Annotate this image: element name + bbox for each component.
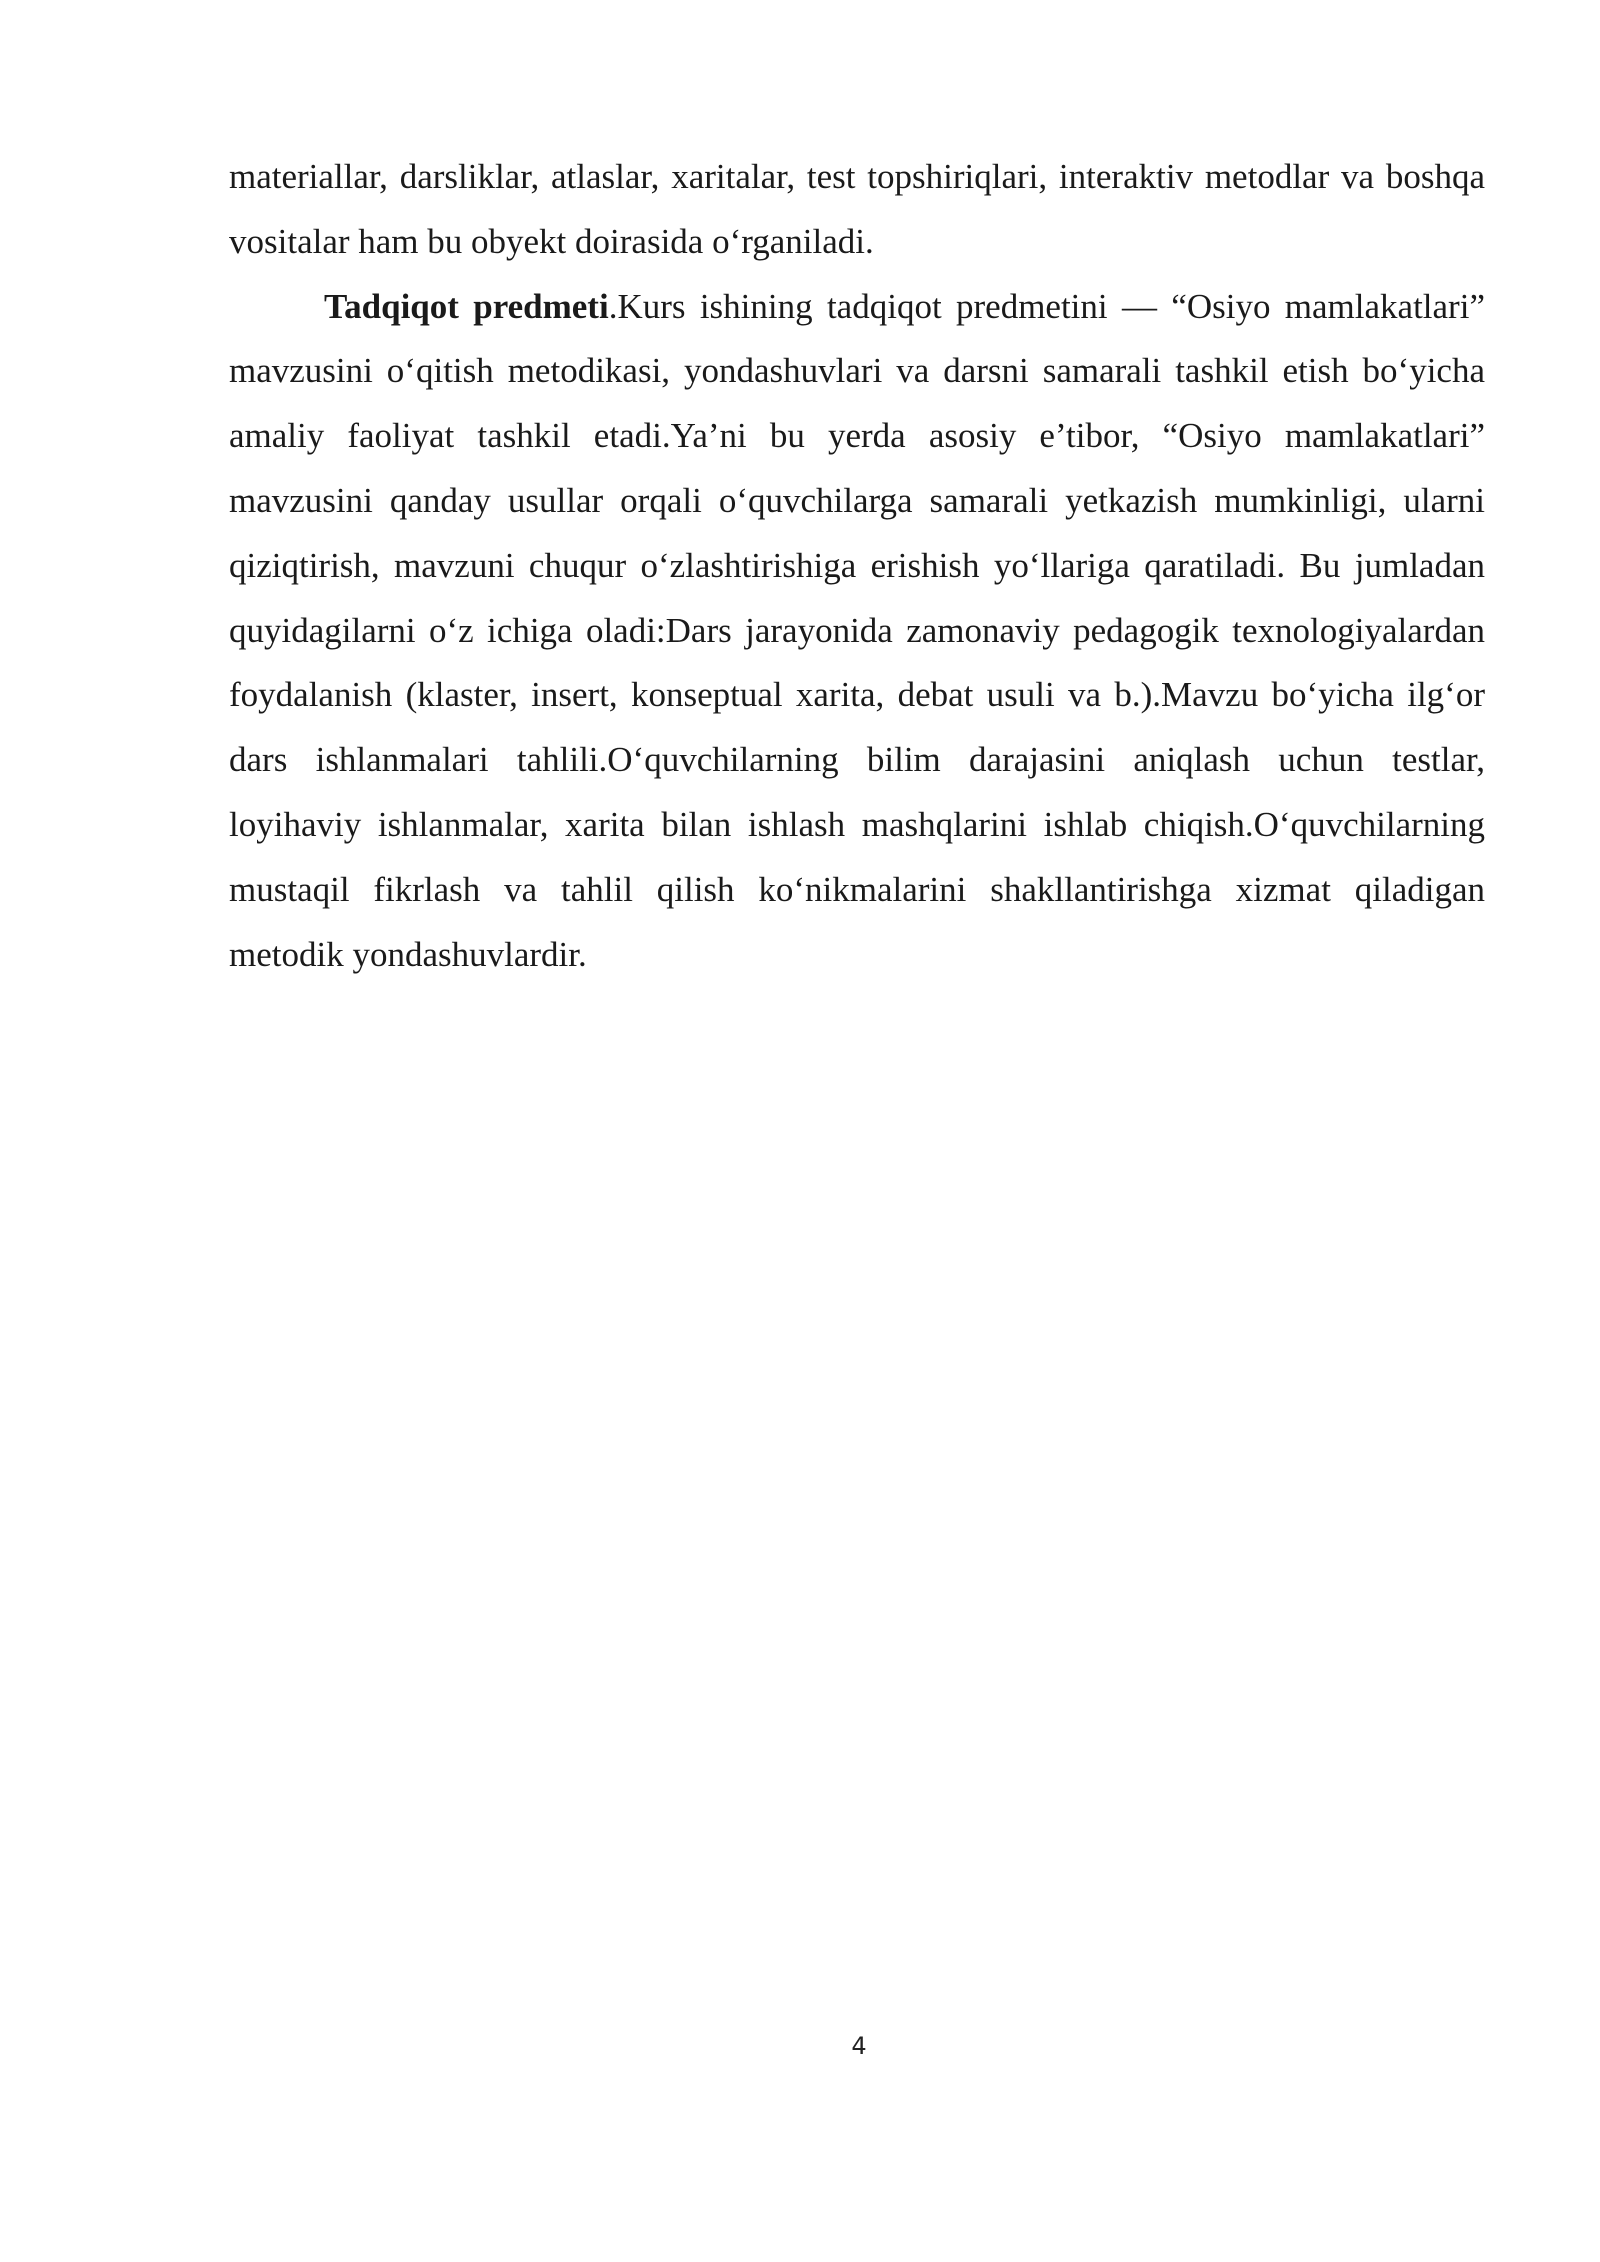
page-number: 4 — [851, 2032, 867, 2060]
paragraph-text: materiallar, darsliklar, atlaslar, xaritalar, test topshiriqlari, interaktiv metodlar va boshqa vositalar ham bu obyekt doirasida o‘rganiladi. — [229, 157, 1485, 261]
paragraph-research-subject — [229, 275, 1485, 988]
paragraph-continuation — [229, 145, 1485, 275]
document-body — [229, 145, 1485, 987]
paragraph-lead-heading: Tadqiqot predmeti — [324, 286, 609, 326]
paragraph-text: .Kurs ishining tadqiqot predmetini — “Osiyo mamlakatlari” mavzusini o‘qitish metodikasi, yondashuvlari va darsni samarali tashkil etish bo‘yicha amaliy faoliyat tashkil etadi.Ya’ni bu yerda asosiy e’tibor, “Osiyo mamlakatlari” mavzusini qanday usullar orqali o‘quvchilarga samarali yetkazish mumkinligi, ularni qiziqtirish, mavzuni chuqur o‘zlashtirishiga erishish yo‘llariga qaratiladi. Bu jumladan quyidagilarni o‘z ichiga oladi:Dars jarayonida zamonaviy pedagogik texnologiyalardan foydalanish (klaster, insert, konseptual xarita, debat usuli va b.).Mavzu bo‘yicha ilg‘or dars ishlanmalari tahlili.O‘quvchilarning bilim darajasini aniqlash uchun testlar, loyihaviy ishlanmalar, xarita bilan ishlash mashqlarini ishlab chiqish.O‘quvchilarning mustaqil fikrlash va tahlil qilish ko‘nikmalarini shakllantirishga xizmat qiladigan metodik yondashuvlardir. — [229, 286, 1485, 974]
